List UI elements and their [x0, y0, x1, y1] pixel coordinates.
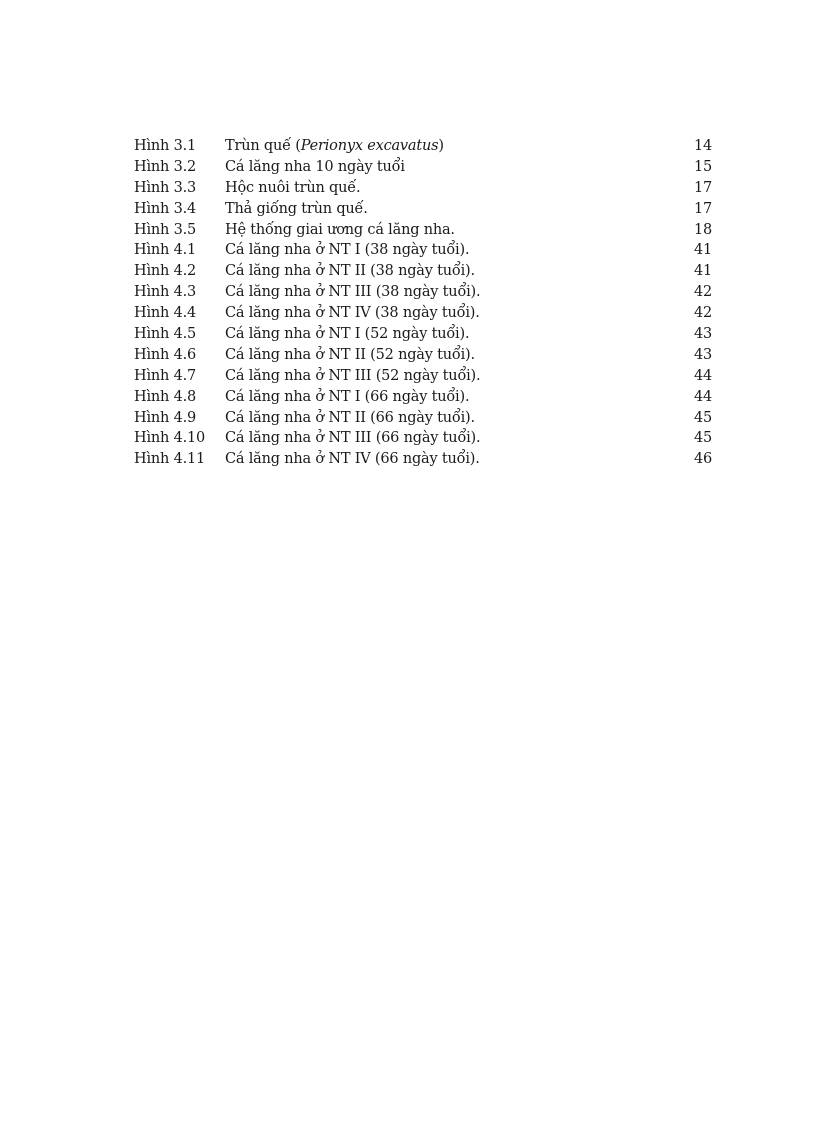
- figure-caption: Cá lăng nha ở NT II (38 ngày tuổi).: [225, 263, 475, 280]
- figure-caption: Cá lăng nha ở NT II (66 ngày tuổi).: [225, 409, 475, 426]
- figure-entry: [134, 199, 712, 220]
- figure-entry: [134, 282, 712, 303]
- figure-entry: [134, 324, 712, 345]
- figure-label: Hình 4.8: [134, 388, 197, 405]
- figure-page-number: 41: [693, 263, 712, 280]
- figure-entry: [134, 428, 712, 449]
- figure-label: Hình 4.7: [134, 367, 197, 384]
- figure-entry: [134, 345, 712, 366]
- figure-page-number: 43: [693, 346, 712, 363]
- figure-label: Hình 4.11: [134, 451, 206, 468]
- figure-caption: Thả giống trùn quế.: [225, 200, 368, 217]
- figure-label: Hình 3.1: [134, 138, 197, 154]
- figure-caption: Cá lăng nha ở NT III (66 ngày tuổi).: [225, 430, 481, 447]
- figure-caption: Cá lăng nha ở NT II (52 ngày tuổi).: [225, 346, 475, 363]
- figure-page-number: 17: [693, 200, 712, 217]
- figure-label: Hình 4.6: [134, 346, 197, 363]
- figure-caption: Cá lăng nha ở NT IV (66 ngày tuổi).: [225, 451, 480, 468]
- figure-page-number: 45: [693, 430, 712, 447]
- figure-caption: Hộc nuôi trùn quế.: [225, 179, 361, 196]
- figure-page-number: 46: [693, 451, 712, 468]
- figure-label: Hình 3.3: [134, 179, 197, 196]
- figure-caption: Cá lăng nha ở NT I (38 ngày tuổi).: [225, 242, 470, 259]
- figure-entry: [134, 387, 712, 408]
- figure-caption: Cá lăng nha ở NT III (52 ngày tuổi).: [225, 367, 481, 384]
- figure-page-number: 15: [693, 158, 712, 175]
- figure-caption: [225, 136, 672, 157]
- figure-entry: [134, 178, 712, 199]
- figure-page-number: 42: [693, 284, 712, 301]
- figure-label: Hình 4.1: [134, 242, 197, 259]
- figure-caption: Hệ thống giai ương cá lăng nha.: [225, 221, 455, 238]
- figure-entry: [134, 220, 712, 241]
- figure-label: Hình 4.5: [134, 326, 197, 343]
- figure-entry: [134, 408, 712, 429]
- figure-page-number: 42: [693, 305, 712, 322]
- figure-caption: Cá lăng nha 10 ngày tuổi: [225, 158, 405, 175]
- figure-page-number: 44: [693, 388, 712, 405]
- figure-page-number: 17: [693, 179, 712, 196]
- figure-entry: [134, 303, 712, 324]
- figure-caption: Cá lăng nha ở NT IV (38 ngày tuổi).: [225, 305, 480, 322]
- figure-page-number: 44: [693, 367, 712, 384]
- figure-caption: Cá lăng nha ở NT I (52 ngày tuổi).: [225, 326, 470, 343]
- figure-page-number: 41: [693, 242, 712, 259]
- figure-caption: Cá lăng nha ở NT III (38 ngày tuổi).: [225, 284, 481, 301]
- figure-label: Hình 4.4: [134, 305, 197, 322]
- figure-entry: [134, 366, 712, 387]
- figure-label: Hình 3.2: [134, 158, 197, 175]
- figure-entry: [134, 240, 712, 261]
- figure-caption-end: ): [438, 138, 444, 154]
- figure-page-number: 45: [693, 409, 712, 426]
- figure-page-number: 14: [693, 138, 712, 154]
- figure-label: Hình 4.3: [134, 284, 197, 301]
- figure-label: Hình 3.4: [134, 200, 197, 217]
- figure-label: Hình 4.10: [134, 430, 206, 447]
- figure-entry: [134, 157, 712, 178]
- figure-caption-text: Trùn quế (: [225, 138, 301, 154]
- figure-page-number: 43: [693, 326, 712, 343]
- figure-caption: Cá lăng nha ở NT I (66 ngày tuổi).: [225, 388, 470, 405]
- figure-entry: [134, 261, 712, 282]
- list-of-figures: [134, 136, 712, 470]
- figure-label: Hình 3.5: [134, 221, 197, 238]
- figure-page-number: 18: [693, 221, 712, 238]
- figure-caption-scientific-name: Perionyx excavatus: [300, 138, 439, 154]
- figure-label: Hình 4.9: [134, 409, 197, 426]
- figure-entry: [134, 449, 712, 470]
- figure-label: Hình 4.2: [134, 263, 197, 280]
- figure-entry: [134, 136, 712, 157]
